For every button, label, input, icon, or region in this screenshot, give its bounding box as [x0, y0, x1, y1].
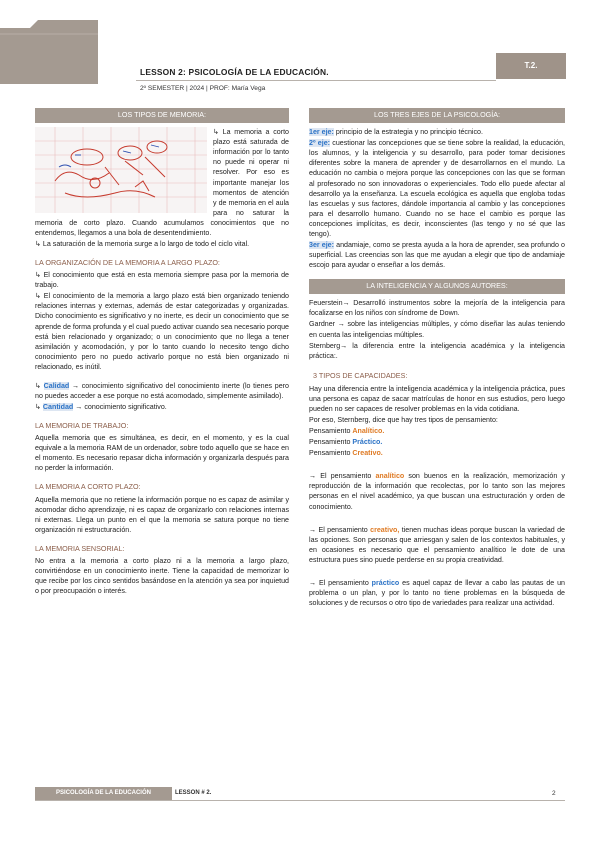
page-title: LESSON 2: PSICOLOGÍA DE LA EDUCACIÓN. — [140, 67, 329, 77]
short-term-heading: LA MEMORIA A CORTO PLAZO: — [35, 482, 141, 492]
footer-course: PSICOLOGÍA DE LA EDUCACIÓN — [35, 787, 172, 800]
header-divider — [136, 80, 496, 81]
quantity-label: Cantidad — [42, 402, 74, 411]
short-term-text: Aquella memoria que no retiene la información porque no es capaz de asimilar y acomodar dicho aprendizaje, ni es capaz de organizarlo con relaciones internas ni externas. Llega un punto en el que la memoria se satura porque no tiene organización ni estructuración. — [35, 495, 289, 534]
long-term-p2: ↳ El conocimiento de la memoria a largo plazo está bien organizado teniendo relaciones internas y externas, además de estar categorizadas y organizadas. Dicho conocimiento es significativo y no inerte, es decir un conocimiento que se aprende de forma profunda y el cual puedo activar cuando sea necesario porque está bien relacionado y organizado; o un conocimiento que no llega a tener asimilación y acomodación, y por lo tanto cuando lo necesito tengo dicho conocimiento pero no puedo activarlo porque no está bien organizado ni relacionado, es inútil. — [35, 292, 290, 371]
working-memory-heading: LA MEMORIA DE TRABAJO: — [35, 421, 129, 430]
feuerstein-text: Feuerstein→ Desarrolló instrumentos sobre la mejoría de la inteligencia para focalizarse en los niños con síndrome de Down. — [309, 299, 565, 318]
quality-line: ↳ Calidad → conocimiento significativo del conocimiento inerte (lo tienes pero no puedes acceder a ese porque no está acomodado, simplemente asimilado). — [35, 381, 289, 400]
right-column — [309, 108, 565, 609]
topic-badge: T.2. — [496, 53, 566, 79]
axis-3: 3er eje: andamiaje, como se presta ayuda a la hora de aprender, sea profundo o superficial. Las creencias son las que me ayudan a elegir que tipo de andamiaje escojo para ayudar o enseñar a los demás. — [309, 240, 565, 270]
page-number: 2 — [552, 790, 556, 797]
axis-2-label: 2º eje: — [309, 139, 331, 148]
long-term-p1: ↳ El conocimiento que está en esta memoria siempre pasa por la memoria de trabajo. — [35, 271, 289, 290]
axis-1-label: 1er eje: — [309, 128, 334, 137]
sternberg-text: Sternberg→ la diferencia entre la inteligencia académica y la inteligencia práctica:. — [309, 341, 565, 360]
axes-bar: LOS TRES EJES DE LA PSICOLOGÍA: — [309, 108, 565, 123]
long-term-heading: LA ORGANIZACIÓN DE LA MEMORIA A LARGO PLAZO: — [35, 257, 220, 267]
footer-lesson: LESSON # 2. — [175, 790, 212, 796]
whiteboard-drawing — [35, 127, 207, 213]
thinking-practical: Pensamiento Práctico. — [309, 438, 383, 447]
memory-types-bar: LOS TIPOS DE MEMORIA: — [35, 108, 289, 123]
left-column — [35, 108, 289, 597]
page-subtitle: 2º SEMESTER | 2024 | PROF: María Vega — [140, 85, 266, 92]
memory-types-block — [35, 127, 289, 249]
gardner-text: Gardner → sobre las inteligencias múltiples, y cómo diseñar las aulas teniendo en cuenta las inteligencias múltiples. — [309, 320, 565, 339]
creative-paragraph: → El pensamiento creativo, tienen muchas ideas porque buscan la variedad de las opciones. Son personas que arriesgan y salen de los contextos habituales, y en ocasiones es necesario que el pensamiento analítico le dote de una estructura pues sino puede perderse en su propia creatividad. — [309, 525, 565, 564]
analytic-paragraph: → El pensamiento analítico son buenos en la realización, memorización y reproducción de la información que recolectas, por lo tanto son las mejores personas en el nivel académico, ya que buscan una estructuración y orden de conocimiento. — [309, 472, 565, 511]
quality-label: Calidad — [43, 381, 70, 390]
sensory-heading: LA MEMORIA SENSORIAL: — [35, 543, 125, 553]
footer-divider — [35, 800, 565, 801]
intelligence-bar: LA INTELIGENCIA Y ALGUNOS AUTORES: — [309, 279, 565, 294]
capacities-intro: Hay una diferencia entre la inteligencia académica y la inteligencia práctica, pues una persona es capaz de sacar matrículas de honor en sus estudios, pero luego pueden no ser capaces de resolver problemas en la vida cotidiana. — [309, 384, 565, 414]
axis-3-label: 3er eje: — [309, 240, 334, 249]
thinking-analytic: Pensamiento Analítico. — [309, 427, 385, 436]
quantity-line: ↳ Cantidad → conocimiento significativo. — [35, 402, 167, 411]
memory-types-intro: ↳ La memoria a corto plazo está saturada de información por lo tanto no puede ni operar ni resolver. Por eso es importante manejar los momentos de atención y de memoria en el aula para no saturar la memoria de corto plazo. Cuando acumulamos conocimientos que no entendemos, llegamos a una bola de desentendimiento. — [35, 128, 289, 237]
thinking-creative: Pensamiento Creativo. — [309, 449, 383, 458]
axis-2: 2º eje: cuestionar las concepciones que se tiene sobre la realidad, la educación, los alumnos, y la inteligencia y su desarrollo, para poder tomar decisiones diferentes sobre la manera de aprender y de desarrollarnos en el mundo. La educación no cambia o mejora porque las concepciones con las que se forman al profesorado no son innovadoras o experienciales. Todo ello puede afectar al desarrollo ya la enseñanza. La escuela ecológica es aquella que engloba todas las escuelas y sus factores, dándole importancia al cambio y las concepciones para el desarrollo humano. Cuando no se hace el cambio es porque las concepciones implícitas, es decir, inconscientes (las tengo y no sé que las tengo). — [309, 139, 565, 238]
per-eso-line: Por eso, Sternberg, dice que hay tres tipos de pensamiento: — [309, 416, 498, 425]
practical-paragraph: → El pensamiento práctico es aquel capaz de llevar a cabo las pautas de un problema o un plan, y por lo tanto no tiene problemas en la búsqueda de soluciones y de recursos o otro tipo de variedades para realizar una actividad. — [309, 578, 565, 607]
sensory-text: No entra a la memoria a corto plazo ni a la memoria a largo plazo, convirtiéndose en un conocimiento inerte. Tiene la capacidad de memorizar lo que recibe por los cinco sentidos basándose en la atención ya sea por inquietud o por preocupación o interés. — [35, 557, 289, 596]
memory-types-bullet: ↳ La saturación de la memoria surge a lo largo de todo el ciclo vital. — [35, 239, 250, 248]
folder-icon — [0, 20, 98, 84]
capacities-heading: 3 TIPOS DE CAPACIDADES: — [313, 370, 408, 380]
axis-1: 1er eje: principio de la estrategia y no principio técnico. — [309, 128, 483, 137]
working-memory-text: Aquella memoria que es simultánea, es decir, en el momento, y es la cual equivale a la memoria RAM de un ordenador, sobre todo aquello que se hace en el momento. Es necesario repasar dicha información y organizarla después para no perder la información. — [35, 434, 289, 473]
